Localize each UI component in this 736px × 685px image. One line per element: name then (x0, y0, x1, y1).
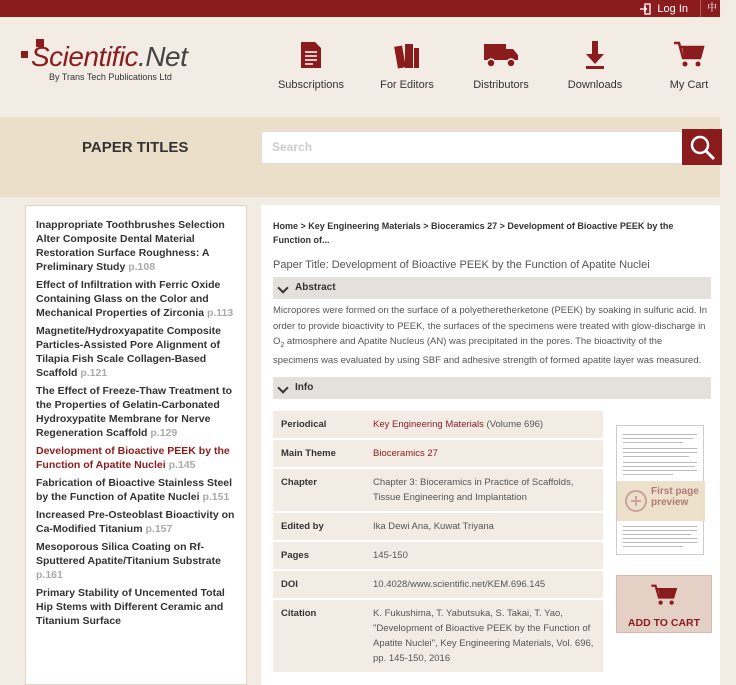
paper-link[interactable]: Effect of Infiltration with Ferric Oxide Containing Glass on the Color and Mechanical Properties of Zirconia (36, 279, 221, 319)
doi-value[interactable]: 10.4028/www.scientific.net/KEM.696.145 (373, 578, 546, 590)
login-label: Log In (657, 2, 688, 15)
page-number: p.157 (145, 523, 173, 535)
page-number: p.108 (128, 261, 156, 273)
info-value: Chapter 3: Bioceramics in Practice of Scaffolds, Tissue Engineering and Implantation (373, 476, 574, 503)
main-nav (262, 39, 736, 99)
page-number: p.161 (36, 569, 63, 581)
search-button[interactable] (682, 129, 722, 165)
theme-link[interactable]: Bioceramics 27 (373, 447, 438, 459)
download-icon (583, 40, 607, 70)
info-label: Citation (281, 607, 317, 619)
page-number: p.113 (206, 307, 234, 319)
info-label: DOI (281, 578, 298, 590)
nav-label: For Editors (380, 79, 434, 91)
info-row (273, 513, 603, 540)
info-toggle[interactable] (273, 377, 711, 399)
list-item[interactable] (36, 540, 238, 582)
page-title: Paper Title: Development of Bioactive PEEK by the Function of Apatite Nuclei (273, 259, 650, 271)
nav-my-cart[interactable] (642, 39, 736, 99)
chevron-down-icon (277, 382, 288, 393)
info-label: Chapter (281, 476, 317, 488)
cart-icon (673, 41, 705, 69)
paper-link[interactable]: Fabrication of Bioactive Stainless Steel by the Function of Apatite Nuclei (36, 477, 233, 503)
section-label: Abstract (295, 282, 336, 293)
cart-label: ADD TO CART (627, 617, 701, 629)
logo-name: Scientific (31, 41, 139, 72)
list-item[interactable] (36, 586, 238, 628)
paper-link[interactable]: Inappropriate Toothbrushes Selection Alter Composite Dental Material Restoration Surface Roughness: A Preliminary Study (36, 219, 225, 273)
periodical-link[interactable]: Key Engineering Materials (373, 418, 484, 430)
info-row (273, 542, 603, 569)
add-to-cart-button[interactable] (616, 575, 712, 633)
page-number: p.145 (168, 459, 196, 471)
volume-text: (Volume 696) (483, 418, 544, 430)
zoom-icon (625, 490, 647, 512)
site-logo[interactable] (21, 39, 211, 89)
top-bar (0, 0, 720, 17)
cart-icon (650, 584, 678, 606)
login-link[interactable] (639, 0, 688, 17)
nav-distributors[interactable] (454, 39, 548, 99)
info-label: Edited by (281, 520, 324, 532)
logo-suffix: .Net (138, 41, 188, 72)
books-icon (394, 40, 420, 70)
subscript: 2 (280, 341, 285, 349)
search-input[interactable]: Search (261, 131, 683, 164)
page-number: p.129 (150, 427, 178, 439)
logo-tagline: By Trans Tech Publications Ltd (49, 72, 172, 82)
nav-subscriptions[interactable] (262, 39, 360, 99)
info-value (373, 446, 601, 461)
abstract-text (273, 303, 709, 369)
info-value: 145-150 (373, 549, 408, 561)
nav-label: Subscriptions (277, 79, 345, 91)
paper-link[interactable]: Increased Pre-Osteoblast Bioactivity on Ca-Modified Titanium (36, 509, 235, 535)
info-label: Pages (281, 549, 309, 561)
first-page-preview[interactable] (616, 425, 704, 555)
breadcrumb[interactable]: Home > Key Engineering Materials > Bioceramics 27 > Development of Bioactive PEEK by the Function of... (273, 221, 674, 245)
preview-label: First page preview (651, 486, 699, 508)
list-item[interactable] (36, 278, 238, 320)
info-row (273, 440, 603, 467)
paper-link[interactable]: The Effect of Freeze-Thaw Treatment to the Properties of Gelatin-Carbonated Hydroxypatite Membrane for Nerve Regeneration Scaffold (36, 385, 233, 439)
list-item[interactable] (36, 218, 238, 274)
section-title: PAPER TITLES (82, 139, 189, 156)
logo-text (31, 41, 187, 73)
logo-square (21, 51, 28, 58)
info-row (273, 571, 603, 598)
nav-downloads[interactable] (548, 39, 642, 99)
document-icon (299, 40, 323, 70)
paper-detail (261, 205, 720, 685)
list-item[interactable] (36, 508, 238, 536)
info-label: Periodical (281, 418, 327, 430)
info-value: Ika Dewi Ana, Kuwat Triyana (373, 520, 494, 532)
list-item-current[interactable] (36, 444, 238, 472)
info-row (273, 411, 603, 438)
info-table (273, 411, 603, 672)
nav-label: My Cart (669, 79, 709, 91)
abstract-part: Micropores were formed on the surface of a polyetheretherketone (PEEK) by soaking in sulfuric acid. In order to provide bioactivity to PEEK, the surfaces of the specimens were treated with glow-discharge in O (273, 305, 708, 347)
section-label: Info (295, 381, 314, 393)
abstract-part: atmosphere and Apatite Nucleus (AN) was precipitated in the pores. The bioactivity of the specimens was evaluated by using SBF and adhesive strength of formed apatite layer was measured. (273, 336, 702, 367)
paper-link[interactable]: Mesoporous Silica Coating on Rf-Sputtered Apatite/Titanium Substrate (36, 541, 221, 567)
page-number: p.121 (80, 367, 108, 379)
truck-icon (483, 41, 519, 69)
nav-label: Distributors (473, 79, 529, 91)
language-switch[interactable]: 中 (700, 0, 720, 17)
paper-link[interactable]: Development of Bioactive PEEK by the Function of Apatite Nuclei (36, 445, 230, 471)
paper-link[interactable]: Magnetite/Hydroxyapatite Composite Particles-Assisted Pore Alignment of Tilapia Fish Scale Collagen-Based Scaffold (36, 325, 221, 379)
list-item[interactable] (36, 476, 238, 504)
page-number: p.151 (202, 491, 230, 503)
abstract-toggle[interactable] (273, 277, 711, 299)
chevron-down-icon (277, 282, 288, 293)
info-row (273, 469, 603, 511)
site-header (0, 17, 720, 117)
login-icon (639, 3, 651, 15)
paper-link[interactable]: Primary Stability of Uncemented Total Hip Stems with Different Ceramic and Titanium Surface (36, 587, 225, 627)
list-item[interactable] (36, 324, 238, 380)
info-row (273, 600, 603, 672)
paper-list (25, 205, 247, 685)
info-label: Main Theme (281, 447, 336, 459)
search-band (0, 117, 720, 197)
citation-value: K. Fukushima, T. Yabutsuka, S. Takai, T. Yao, "Development of Bioactive PEEK by the Function of Apatite Nuclei", Key Engineering Materials, Vol. 696, pp. 145-150, 2016 (373, 607, 594, 664)
nav-for-editors[interactable] (360, 39, 454, 99)
list-item[interactable] (36, 384, 238, 440)
search-icon (688, 133, 716, 161)
info-value (373, 417, 601, 432)
nav-label: Downloads (567, 79, 623, 91)
